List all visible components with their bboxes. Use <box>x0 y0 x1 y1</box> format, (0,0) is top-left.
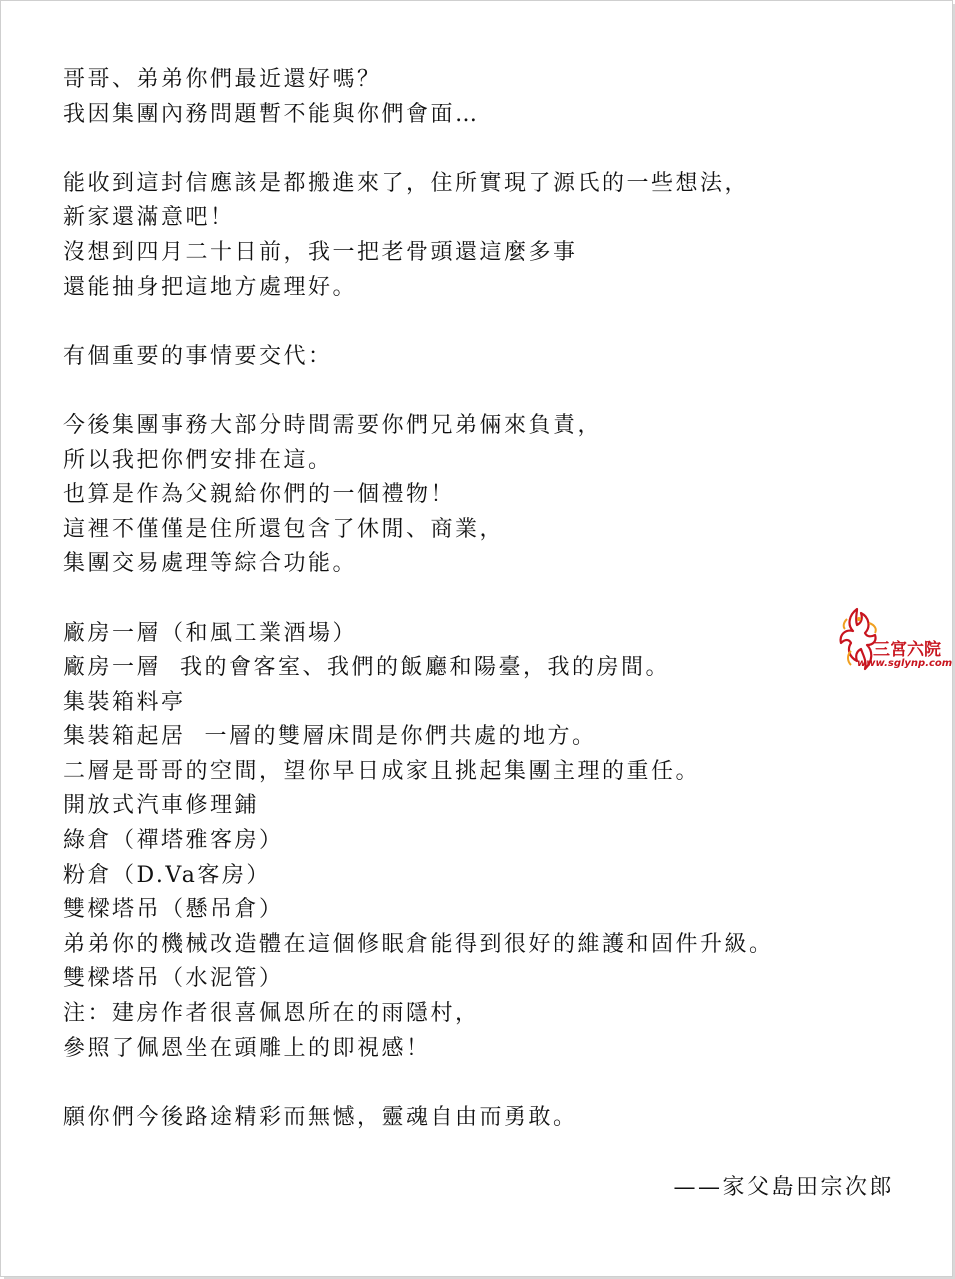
letter-line: 注：建房作者很喜佩恩所在的雨隱村， <box>63 1001 480 1027</box>
letter-line: 粉倉（D.Va客房） <box>63 862 271 888</box>
letter-line: 我因集團內務問題暫不能與你們會面… <box>63 101 480 127</box>
letter-line: 還能抽身把這地方處理好。 <box>63 274 358 300</box>
letter-line: 集裝箱起居 一層的雙層床間是你們共處的地方。 <box>63 724 597 750</box>
letter-line: 所以我把你們安排在這。 <box>63 447 333 473</box>
letter-line: 雙樑塔吊（懸吊倉） <box>63 897 284 923</box>
letter-line: 開放式汽車修理鋪 <box>63 793 260 819</box>
blank-line <box>63 132 923 167</box>
letter-line: 今後集團事務大部分時間需要你們兄弟倆來負責， <box>63 412 603 438</box>
letter-line: 沒想到四月二十日前，我一把老骨頭還這麼多事 <box>63 239 578 265</box>
letter-line: 雙樑塔吊（水泥管） <box>63 966 284 992</box>
letter-line: 哥哥、弟弟你們最近還好嗎？ <box>63 67 382 92</box>
letter-line: 綠倉（禪塔雅客房） <box>63 828 284 854</box>
letter-line: 也算是作為父親給你們的一個禮物！ <box>63 482 456 508</box>
watermark-url: www.sglynp.com <box>857 658 953 669</box>
blank-line <box>63 374 923 409</box>
blank-line <box>63 305 923 340</box>
letter-body <box>63 63 923 1135</box>
letter-line: 能收到這封信應該是都搬進來了，住所實現了源氏的一些想法， <box>63 170 750 196</box>
letter-line: 弟弟你的機械改造體在這個修眠倉能得到很好的維護和固件升級。 <box>63 931 774 957</box>
letter-line: 這裡不僅僅是住所還包含了休閒、商業， <box>63 516 505 542</box>
letter-line: 二層是哥哥的空間，望你早日成家且挑起集團主理的重任。 <box>63 758 701 784</box>
blank-line <box>63 1066 923 1101</box>
letter-line: 廠房一層（和風工業酒場） <box>63 620 358 646</box>
letter-line: 廠房一層 我的會客室、我們的飯廳和陽臺，我的房間。 <box>63 655 670 681</box>
letter-line: 願你們今後路途精彩而無憾，靈魂自由而勇敢。 <box>63 1104 578 1130</box>
blank-line <box>63 582 923 617</box>
letter-line: 集裝箱料亭 <box>63 689 186 715</box>
watermark-logo <box>835 605 955 675</box>
letter-line: 集團交易處理等綜合功能。 <box>63 551 358 577</box>
letter-line: 新家還滿意吧！ <box>63 205 235 231</box>
letter-line: 有個重要的事情要交代： <box>63 343 333 369</box>
letter-line: 參照了佩恩坐在頭雕上的即視感！ <box>63 1035 431 1061</box>
watermark-name: 三宮六院 <box>873 640 941 660</box>
signature: ——家父島田宗次郎 <box>673 1175 894 1200</box>
